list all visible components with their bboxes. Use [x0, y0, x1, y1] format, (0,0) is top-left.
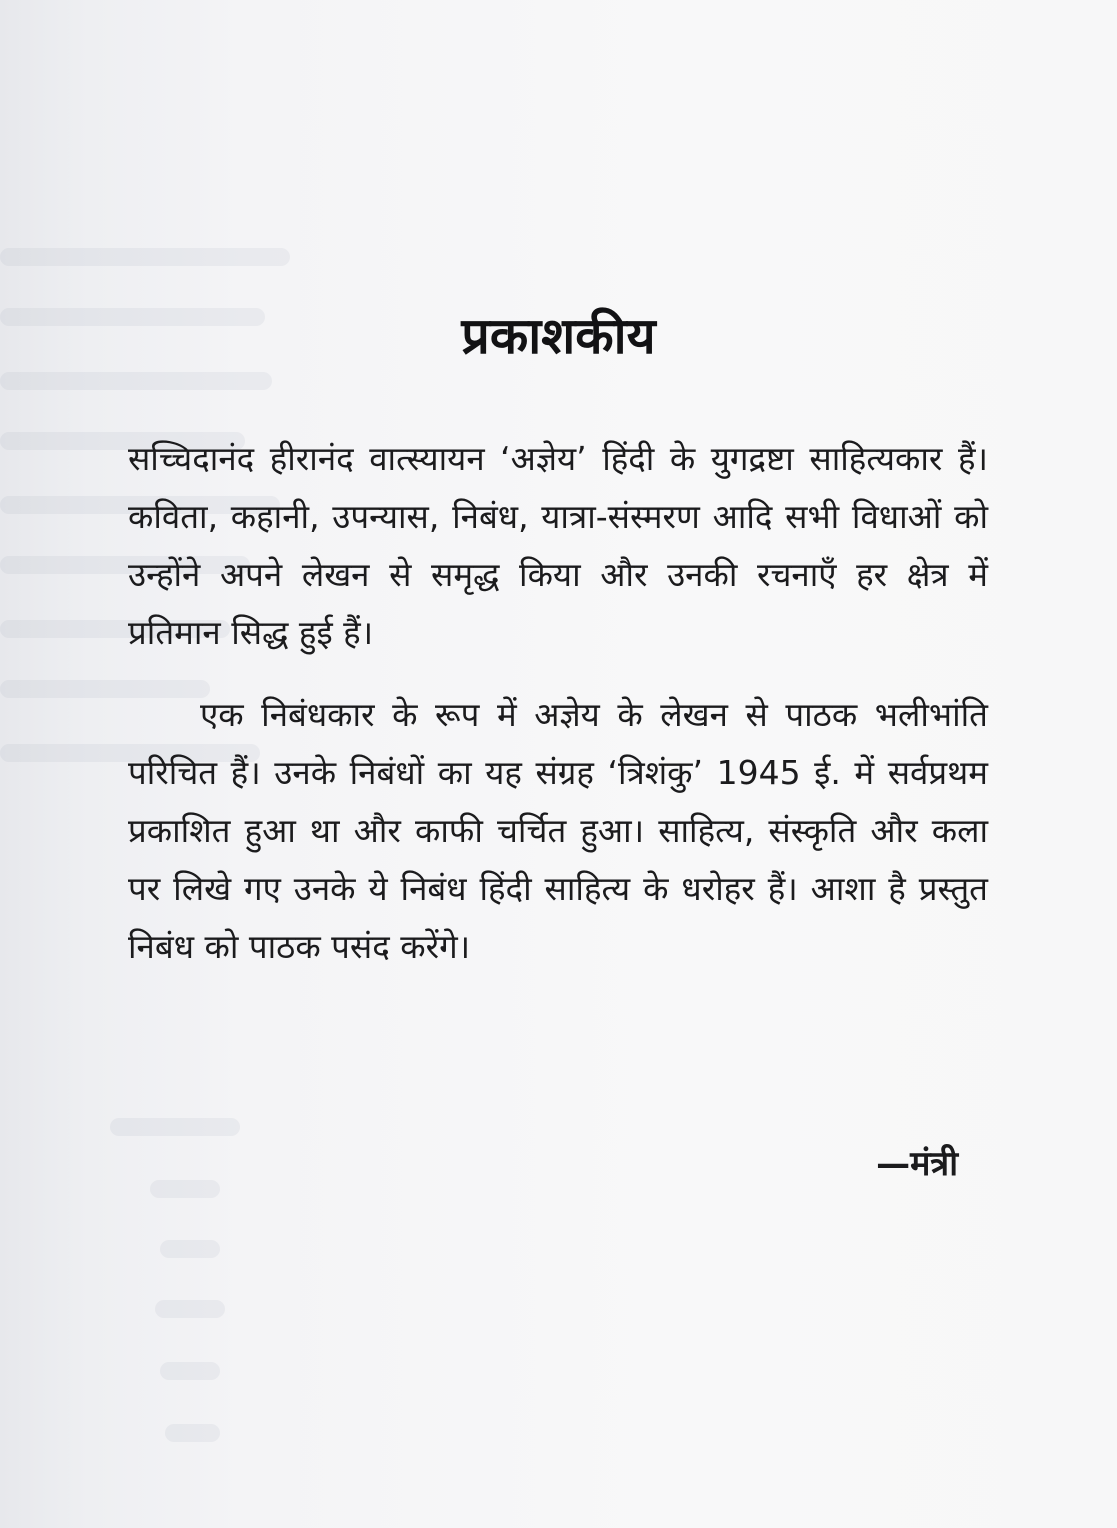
page-title: प्रकाशकीय [461, 306, 656, 365]
paragraph-2: एक निबंधकार के रूप में अज्ञेय के लेखन से पाठक भलीभांति परिचित हैं। उनके निबंधों का यह संग्रह ‘त्रिशंकु’ 1945 ई. में सर्वप्रथम प्रकाशित हुआ था और काफी चर्चित हुआ। साहित्य, संस्कृति और कला पर लिखे गए उनके ये निबंध हिंदी साहित्य के धरोहर हैं। आशा है प्रस्तुत निबंध को पाठक पसंद करेंगे। [128, 695, 988, 966]
signature: —मंत्री [876, 1144, 958, 1184]
preface-body [128, 430, 988, 1000]
paragraph-1: सच्चिदानंद हीरानंद वात्स्यायन ‘अज्ञेय’ हिंदी के युगद्रष्टा साहित्यकार हैं। कविता, कहानी, उपन्यास, निबंध, यात्रा-संस्मरण आदि सभी विधाओं को उन्होंने अपने लेखन से समृद्ध किया और उनकी रचनाएँ हर क्षेत्र में प्रतिमान सिद्ध हुई हैं। [128, 439, 988, 652]
